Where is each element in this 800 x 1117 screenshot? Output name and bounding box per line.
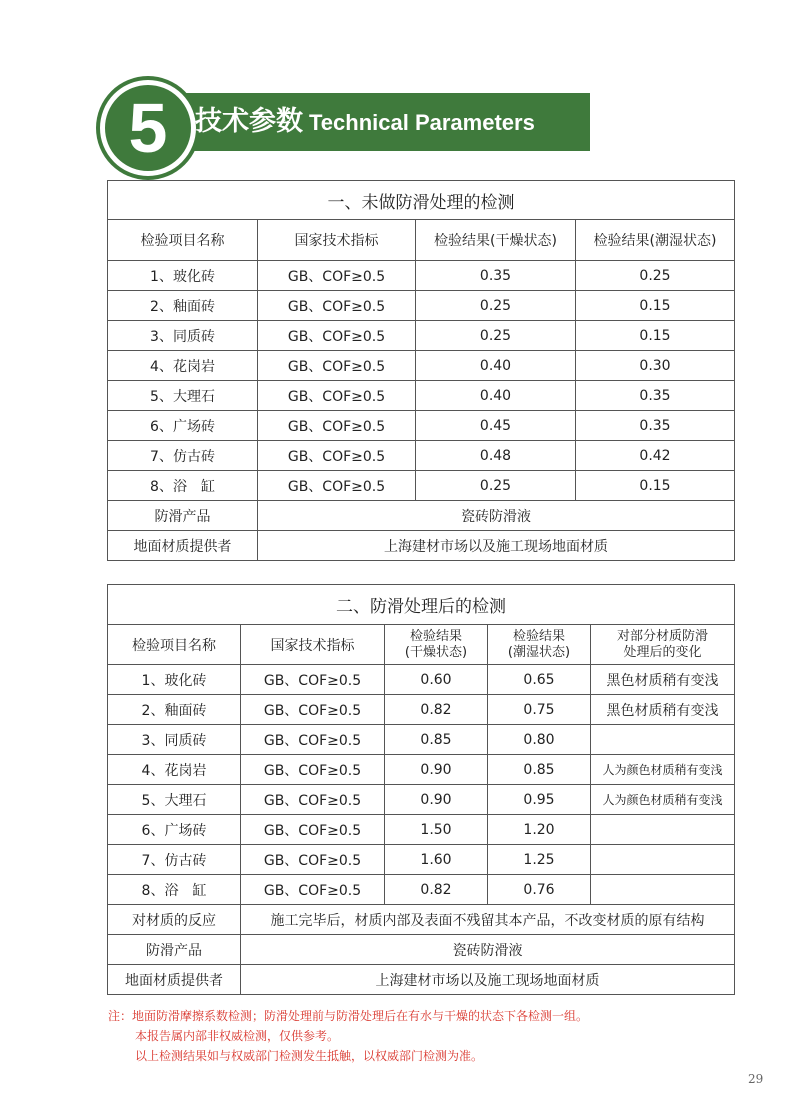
supplier-row bbox=[108, 965, 735, 995]
column-header: 国家技术指标 bbox=[241, 625, 385, 665]
cell-dry: 0.25 bbox=[416, 321, 576, 351]
section-title-cn: 技术参数 bbox=[195, 106, 303, 137]
table-row bbox=[108, 815, 735, 845]
row-value: 瓷砖防滑液 bbox=[258, 501, 735, 531]
column-header-dry bbox=[385, 625, 488, 665]
section-number-badge: 5 bbox=[100, 80, 196, 176]
cell-standard: GB、COF≥0.5 bbox=[241, 875, 385, 905]
row-label: 防滑产品 bbox=[108, 935, 241, 965]
cell-wet: 0.25 bbox=[576, 261, 735, 291]
cell-wet: 0.35 bbox=[576, 381, 735, 411]
cell-wet: 0.75 bbox=[488, 695, 591, 725]
header-line: 检验结果 bbox=[409, 628, 462, 644]
cell-name: 1、玻化砖 bbox=[108, 261, 258, 291]
cell-dry: 0.90 bbox=[385, 785, 488, 815]
table-row bbox=[108, 261, 735, 291]
cell-dry: 1.60 bbox=[385, 845, 488, 875]
footnote: 注：地面防滑摩擦系数检测；防滑处理前与防滑处理后在有水与干燥的状态下各检测一组。 bbox=[108, 1009, 589, 1023]
supplier-row bbox=[108, 531, 735, 561]
treated-test-table bbox=[107, 584, 735, 995]
cell-name: 3、同质砖 bbox=[108, 321, 258, 351]
cell-dry: 0.82 bbox=[385, 875, 488, 905]
cell-change: 人为颜色材质稍有变浅 bbox=[591, 755, 735, 785]
cell-wet: 0.30 bbox=[576, 351, 735, 381]
cell-dry: 0.35 bbox=[416, 261, 576, 291]
cell-standard: GB、COF≥0.5 bbox=[258, 441, 416, 471]
cell-standard: GB、COF≥0.5 bbox=[241, 845, 385, 875]
cell-name: 5、大理石 bbox=[108, 381, 258, 411]
cell-dry: 0.82 bbox=[385, 695, 488, 725]
cell-wet: 0.76 bbox=[488, 875, 591, 905]
cell-dry: 0.90 bbox=[385, 755, 488, 785]
cell-standard: GB、COF≥0.5 bbox=[258, 261, 416, 291]
cell-name: 6、广场砖 bbox=[108, 411, 258, 441]
row-label: 对材质的反应 bbox=[108, 905, 241, 935]
cell-dry: 0.25 bbox=[416, 291, 576, 321]
product-row bbox=[108, 501, 735, 531]
column-header-change bbox=[591, 625, 735, 665]
cell-change bbox=[591, 815, 735, 845]
cell-name: 4、花岗岩 bbox=[108, 755, 241, 785]
cell-dry: 0.25 bbox=[416, 471, 576, 501]
cell-name: 4、花岗岩 bbox=[108, 351, 258, 381]
cell-wet: 1.25 bbox=[488, 845, 591, 875]
cell-standard: GB、COF≥0.5 bbox=[241, 785, 385, 815]
row-value: 施工完毕后，材质内部及表面不残留其本产品，不改变材质的原有结构 bbox=[241, 905, 735, 935]
column-header: 检验项目名称 bbox=[108, 220, 258, 261]
table-row bbox=[108, 875, 735, 905]
cell-wet: 0.35 bbox=[576, 411, 735, 441]
table-row bbox=[108, 695, 735, 725]
cell-standard: GB、COF≥0.5 bbox=[241, 695, 385, 725]
cell-standard: GB、COF≥0.5 bbox=[258, 291, 416, 321]
column-header: 检验结果(潮湿状态) bbox=[576, 220, 735, 261]
row-label: 地面材质提供者 bbox=[108, 531, 258, 561]
cell-change: 黑色材质稍有变浅 bbox=[591, 665, 735, 695]
cell-change bbox=[591, 725, 735, 755]
cell-wet: 1.20 bbox=[488, 815, 591, 845]
cell-wet: 0.15 bbox=[576, 321, 735, 351]
section-title bbox=[195, 93, 535, 151]
header-line: 处理后的变化 bbox=[623, 644, 702, 660]
cell-name: 6、广场砖 bbox=[108, 815, 241, 845]
cell-wet: 0.95 bbox=[488, 785, 591, 815]
cell-standard: GB、COF≥0.5 bbox=[241, 755, 385, 785]
row-label: 防滑产品 bbox=[108, 501, 258, 531]
row-value: 上海建材市场以及施工现场地面材质 bbox=[258, 531, 735, 561]
table-row bbox=[108, 755, 735, 785]
table-caption: 二、防滑处理后的检测 bbox=[108, 585, 735, 625]
table-row bbox=[108, 321, 735, 351]
cell-change: 黑色材质稍有变浅 bbox=[591, 695, 735, 725]
cell-name: 2、釉面砖 bbox=[108, 291, 258, 321]
cell-wet: 0.15 bbox=[576, 291, 735, 321]
table-row bbox=[108, 351, 735, 381]
cell-name: 2、釉面砖 bbox=[108, 695, 241, 725]
cell-wet: 0.42 bbox=[576, 441, 735, 471]
table-row bbox=[108, 785, 735, 815]
cell-dry: 0.40 bbox=[416, 351, 576, 381]
cell-dry: 0.40 bbox=[416, 381, 576, 411]
cell-standard: GB、COF≥0.5 bbox=[258, 351, 416, 381]
cell-name: 8、浴 缸 bbox=[108, 875, 241, 905]
cell-standard: GB、COF≥0.5 bbox=[258, 411, 416, 441]
table-row bbox=[108, 845, 735, 875]
cell-dry: 0.45 bbox=[416, 411, 576, 441]
column-header: 检验结果(干燥状态) bbox=[416, 220, 576, 261]
cell-standard: GB、COF≥0.5 bbox=[258, 381, 416, 411]
table-row bbox=[108, 411, 735, 441]
row-value: 瓷砖防滑液 bbox=[241, 935, 735, 965]
header-line: (潮湿状态) bbox=[507, 644, 571, 660]
cell-name: 7、仿古砖 bbox=[108, 441, 258, 471]
cell-change bbox=[591, 875, 735, 905]
column-header: 国家技术指标 bbox=[258, 220, 416, 261]
column-header-wet bbox=[488, 625, 591, 665]
cell-wet: 0.85 bbox=[488, 755, 591, 785]
cell-change: 人为颜色材质稍有变浅 bbox=[591, 785, 735, 815]
cell-change bbox=[591, 845, 735, 875]
footnotes bbox=[108, 1006, 748, 1066]
cell-wet: 0.65 bbox=[488, 665, 591, 695]
cell-name: 1、玻化砖 bbox=[108, 665, 241, 695]
cell-name: 7、仿古砖 bbox=[108, 845, 241, 875]
row-label: 地面材质提供者 bbox=[108, 965, 241, 995]
cell-name: 3、同质砖 bbox=[108, 725, 241, 755]
column-header: 检验项目名称 bbox=[108, 625, 241, 665]
cell-name: 8、浴 缸 bbox=[108, 471, 258, 501]
cell-dry: 1.50 bbox=[385, 815, 488, 845]
cell-standard: GB、COF≥0.5 bbox=[241, 815, 385, 845]
cell-standard: GB、COF≥0.5 bbox=[258, 471, 416, 501]
table-row bbox=[108, 291, 735, 321]
table-row bbox=[108, 725, 735, 755]
row-value: 上海建材市场以及施工现场地面材质 bbox=[241, 965, 735, 995]
table-row bbox=[108, 665, 735, 695]
cell-standard: GB、COF≥0.5 bbox=[241, 725, 385, 755]
table-row bbox=[108, 471, 735, 501]
table-header-row bbox=[108, 220, 735, 261]
cell-standard: GB、COF≥0.5 bbox=[258, 321, 416, 351]
product-row bbox=[108, 935, 735, 965]
header-line: (干燥状态) bbox=[404, 644, 468, 660]
table-row bbox=[108, 441, 735, 471]
cell-dry: 0.60 bbox=[385, 665, 488, 695]
untreated-test-table bbox=[107, 180, 735, 561]
table-row bbox=[108, 381, 735, 411]
cell-dry: 0.48 bbox=[416, 441, 576, 471]
footnote: 本报告属内部非权威检测，仅供参考。 bbox=[135, 1029, 340, 1043]
cell-standard: GB、COF≥0.5 bbox=[241, 665, 385, 695]
cell-wet: 0.15 bbox=[576, 471, 735, 501]
page-number: 29 bbox=[748, 1072, 764, 1086]
cell-dry: 0.85 bbox=[385, 725, 488, 755]
table-header-row bbox=[108, 625, 735, 665]
header-line: 对部分材质防滑 bbox=[617, 628, 709, 644]
cell-name: 5、大理石 bbox=[108, 785, 241, 815]
section-title-en: Technical Parameters bbox=[309, 110, 535, 135]
section-header bbox=[100, 80, 595, 180]
header-line: 检验结果 bbox=[512, 628, 565, 644]
reaction-row bbox=[108, 905, 735, 935]
cell-wet: 0.80 bbox=[488, 725, 591, 755]
footnote: 以上检测结果如与权威部门检测发生抵触，以权威部门检测为准。 bbox=[135, 1049, 484, 1063]
table-caption: 一、未做防滑处理的检测 bbox=[108, 181, 735, 220]
